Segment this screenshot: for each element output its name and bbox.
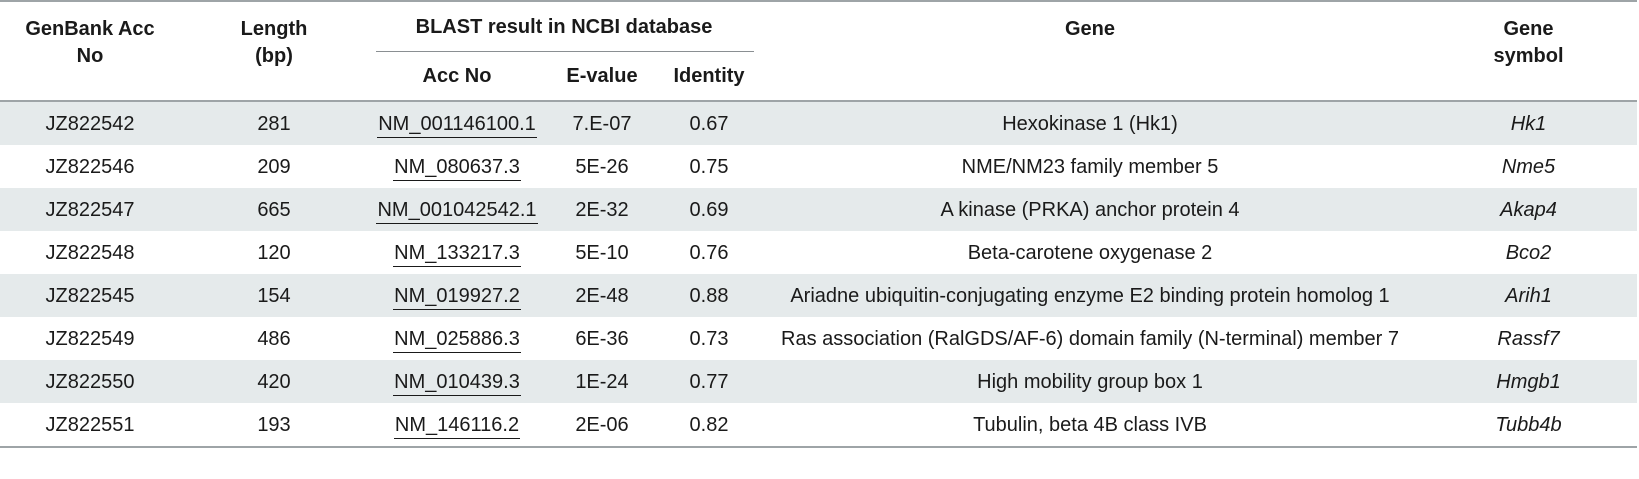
gene-cell: Hexokinase 1 (Hk1) xyxy=(760,101,1420,145)
gene-cell: A kinase (PRKA) anchor protein 4 xyxy=(760,188,1420,231)
length-cell: 154 xyxy=(180,274,368,317)
identity-cell: 0.69 xyxy=(658,188,760,231)
length-cell: 420 xyxy=(180,360,368,403)
header-gene-symbol-label: Gene symbol xyxy=(1493,18,1564,67)
acc-no-link[interactable]: NM_080637.3 xyxy=(393,154,521,181)
header-acc-no-label: Acc No xyxy=(422,64,492,87)
acc-no-cell xyxy=(368,403,546,447)
e-value-cell: 2E-06 xyxy=(546,403,658,447)
gene-symbol-cell: Arih1 xyxy=(1420,274,1637,317)
e-value-cell: 5E-10 xyxy=(575,242,629,264)
e-value-cell: 6E-36 xyxy=(575,328,629,350)
table-row xyxy=(0,101,1637,145)
e-value-cell: 1E-24 xyxy=(546,360,658,403)
table-row xyxy=(0,360,1637,403)
acc-no-cell xyxy=(368,360,546,403)
genbank-acc-cell: JZ822549 xyxy=(45,328,135,350)
length-cell: 486 xyxy=(257,328,291,350)
header-length xyxy=(180,1,368,101)
header-genbank-acc-label: GenBank Acc No xyxy=(25,18,155,67)
identity-cell: 0.76 xyxy=(689,242,729,264)
header-e-value xyxy=(546,52,658,101)
acc-no-link[interactable]: NM_001146100.1 xyxy=(377,111,537,138)
header-gene-symbol xyxy=(1420,1,1637,101)
genbank-acc-cell: JZ822547 xyxy=(0,188,180,231)
header-blast-group-label: BLAST result in NCBI database xyxy=(415,15,713,38)
table-header xyxy=(0,1,1637,101)
acc-no-cell xyxy=(368,101,546,145)
acc-no-link[interactable]: NM_001042542.1 xyxy=(376,197,537,224)
identity-cell: 0.88 xyxy=(658,274,760,317)
header-length-label: Length (bp) xyxy=(240,18,308,67)
length-cell: 665 xyxy=(180,188,368,231)
header-blast-group xyxy=(368,1,760,52)
gene-cell: High mobility group box 1 xyxy=(760,360,1420,403)
gene-cell: Tubulin, beta 4B class IVB xyxy=(760,403,1420,447)
header-gene xyxy=(760,1,1420,101)
identity-cell: 0.77 xyxy=(658,360,760,403)
gene-symbol-cell: Hmgb1 xyxy=(1420,360,1637,403)
genbank-acc-cell: JZ822542 xyxy=(0,101,180,145)
acc-no-cell xyxy=(368,145,546,188)
acc-no-link[interactable]: NM_146116.2 xyxy=(394,412,520,439)
gene-symbol-cell: Nme5 xyxy=(1501,156,1556,178)
table-row xyxy=(0,145,1637,188)
length-cell: 209 xyxy=(257,156,291,178)
gene-symbol-cell: Hk1 xyxy=(1420,101,1637,145)
acc-no-cell xyxy=(368,231,546,274)
table-row xyxy=(0,274,1637,317)
genbank-acc-cell: JZ822551 xyxy=(0,403,180,447)
acc-no-cell xyxy=(368,188,546,231)
e-value-cell: 2E-32 xyxy=(546,188,658,231)
table-row xyxy=(0,188,1637,231)
header-acc-no xyxy=(368,52,546,101)
identity-cell: 0.75 xyxy=(689,156,729,178)
header-gene-label: Gene xyxy=(1064,18,1116,40)
header-identity-label: Identity xyxy=(673,64,745,87)
gene-cell: Beta-carotene oxygenase 2 xyxy=(967,242,1213,264)
length-cell: 193 xyxy=(180,403,368,447)
gene-symbol-cell: Tubb4b xyxy=(1420,403,1637,447)
acc-no-link[interactable]: NM_010439.3 xyxy=(393,369,521,396)
acc-no-link[interactable]: NM_025886.3 xyxy=(393,326,521,353)
header-spanner-rule xyxy=(376,51,754,52)
table-row xyxy=(0,317,1637,360)
table-body xyxy=(0,101,1637,447)
gene-cell: Ras association (RalGDS/AF-6) domain family (N-terminal) member 7 xyxy=(781,328,1399,350)
e-value-cell: 5E-26 xyxy=(575,156,629,178)
acc-no-link[interactable]: NM_019927.2 xyxy=(393,283,521,310)
header-identity xyxy=(658,52,760,101)
acc-no-cell xyxy=(368,274,546,317)
header-genbank-acc xyxy=(0,1,180,101)
identity-cell: 0.82 xyxy=(658,403,760,447)
e-value-cell: 7.E-07 xyxy=(546,101,658,145)
genbank-acc-cell: JZ822546 xyxy=(45,156,135,178)
gene-symbol-cell: Bco2 xyxy=(1505,242,1552,264)
length-cell: 120 xyxy=(257,242,291,264)
header-e-value-label: E-value xyxy=(566,64,638,87)
gene-cell: NME/NM23 family member 5 xyxy=(961,156,1219,178)
genbank-acc-cell: JZ822550 xyxy=(0,360,180,403)
genbank-acc-cell: JZ822548 xyxy=(45,242,135,264)
genbank-acc-cell: JZ822545 xyxy=(0,274,180,317)
identity-cell: 0.73 xyxy=(689,328,729,350)
gene-symbol-cell: Akap4 xyxy=(1420,188,1637,231)
length-cell: 281 xyxy=(180,101,368,145)
gene-cell: Ariadne ubiquitin-conjugating enzyme E2 binding protein homolog 1 xyxy=(760,274,1420,317)
table-row xyxy=(0,231,1637,274)
acc-no-link[interactable]: NM_133217.3 xyxy=(393,240,521,267)
gene-symbol-cell: Rassf7 xyxy=(1497,328,1560,350)
acc-no-cell xyxy=(368,317,546,360)
table-row xyxy=(0,403,1637,447)
identity-cell: 0.67 xyxy=(658,101,760,145)
e-value-cell: 2E-48 xyxy=(546,274,658,317)
